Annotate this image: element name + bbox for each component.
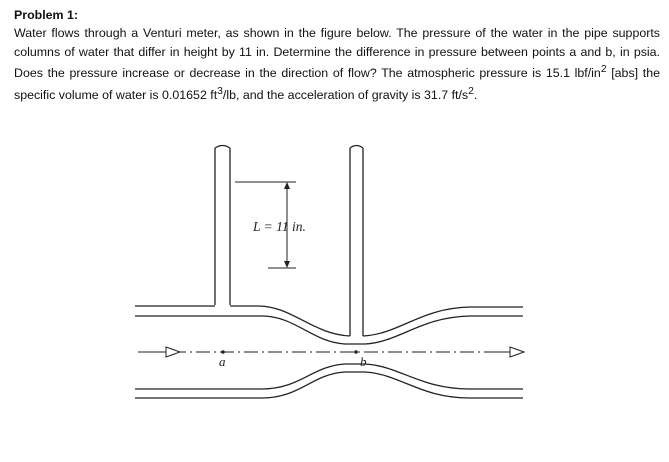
top-wall-upper bbox=[135, 306, 523, 336]
dim-arrow-down-icon bbox=[284, 261, 290, 268]
dim-arrow-up-icon bbox=[284, 182, 290, 189]
top-wall-lower bbox=[135, 316, 523, 344]
problem-text-part3: /lb, and the acceleration of gravity is 31.7 ft/s bbox=[222, 87, 469, 102]
problem-title: Problem 1: bbox=[14, 8, 79, 22]
superscript-squared: 2 bbox=[600, 64, 607, 76]
point-b-label: b bbox=[360, 354, 367, 369]
problem-text-part4: . bbox=[473, 87, 478, 102]
right-tube-cap bbox=[350, 146, 363, 149]
bottom-wall-upper bbox=[135, 364, 523, 389]
left-tube-cap bbox=[215, 146, 230, 149]
point-b-dot bbox=[354, 350, 358, 354]
flow-arrow-left-icon bbox=[166, 347, 180, 357]
superscript-cubed: 3 bbox=[217, 85, 223, 97]
height-label: L = 11 in. bbox=[253, 219, 306, 234]
bottom-wall-lower bbox=[135, 372, 523, 398]
problem-text-part1: Water flows through a Venturi meter, as shown in the figure below. The pressure of the water in the pipe supports columns of water that differ in height by 11 in. Determine the difference in pressure between points a and b, in psia. Does the pressure increase or decrease in the direction of flow? The atmospheric pressure is 15.1 lbf/in bbox=[14, 26, 660, 81]
point-a-label: a bbox=[219, 354, 226, 369]
superscript-squared-2: 2 bbox=[468, 85, 474, 97]
problem-text-part2: [abs] the specific volume of water is 0.01652 ft bbox=[14, 66, 660, 102]
flow-arrow-right-icon bbox=[510, 347, 524, 357]
